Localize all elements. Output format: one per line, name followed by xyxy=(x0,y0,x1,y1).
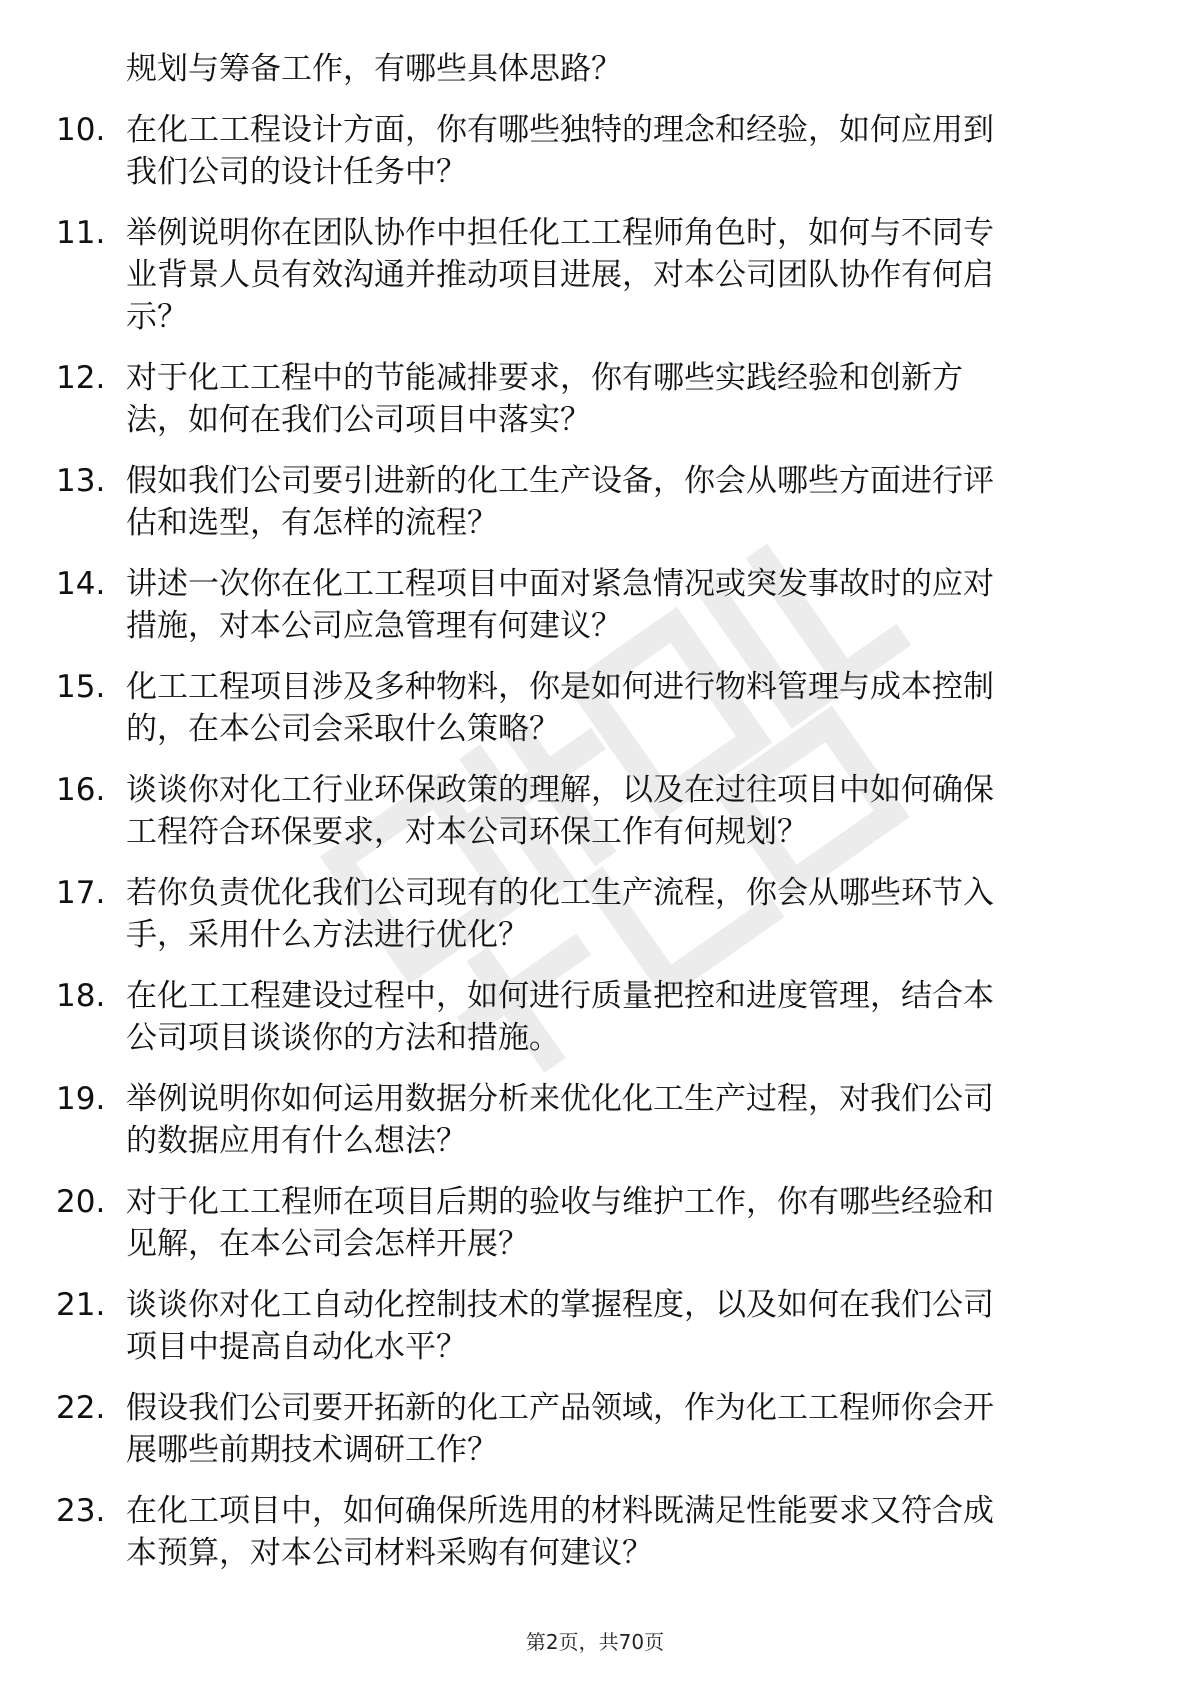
question-number: 18. xyxy=(56,978,106,1014)
question-item-13 xyxy=(0,460,1190,544)
question-number: 23. xyxy=(56,1493,106,1529)
question-item-18 xyxy=(0,975,1190,1059)
question-text-line: 举例说明你如何运用数据分析来优化化工生产过程，对我们公司 xyxy=(126,1081,994,1117)
question-text-line: 对于化工工程中的节能减排要求，你有哪些实践经验和创新方 xyxy=(126,360,963,396)
question-text-line: 法，如何在我们公司项目中落实？ xyxy=(126,402,591,438)
question-text-line: 示？ xyxy=(126,299,188,335)
question-number: 20. xyxy=(56,1184,106,1220)
question-number: 22. xyxy=(56,1390,106,1426)
question-continuation xyxy=(0,48,1190,90)
question-item-10 xyxy=(0,109,1190,193)
question-text-line: 见解，在本公司会怎样开展？ xyxy=(126,1226,529,1262)
question-item-20 xyxy=(0,1181,1190,1265)
question-text-line: 在化工工程建设过程中，如何进行质量把控和进度管理，结合本 xyxy=(126,978,994,1014)
question-item-23 xyxy=(0,1490,1190,1574)
question-text-line: 谈谈你对化工自动化控制技术的掌握程度，以及如何在我们公司 xyxy=(126,1287,994,1323)
question-text-line: 谈谈你对化工行业环保政策的理解，以及在过往项目中如何确保 xyxy=(126,772,994,808)
question-item-16 xyxy=(0,769,1190,853)
question-text-line: 公司项目谈谈你的方法和措施。 xyxy=(126,1020,560,1056)
question-text-line: 的，在本公司会采取什么策略？ xyxy=(126,711,560,747)
question-number: 14. xyxy=(56,566,106,602)
question-text-line: 的数据应用有什么想法？ xyxy=(126,1123,467,1159)
question-item-22 xyxy=(0,1387,1190,1471)
question-text-line: 措施，对本公司应急管理有何建议？ xyxy=(126,608,622,644)
question-text-line: 估和选型，有怎样的流程？ xyxy=(126,505,498,541)
question-text-line: 假如我们公司要引进新的化工生产设备，你会从哪些方面进行评 xyxy=(126,463,994,499)
question-text-line: 工程符合环保要求，对本公司环保工作有何规划？ xyxy=(126,814,808,850)
question-text-line: 业背景人员有效沟通并推动项目进展，对本公司团队协作有何启 xyxy=(126,257,994,293)
question-list xyxy=(0,48,1190,1593)
question-number: 19. xyxy=(56,1081,106,1117)
question-item-14 xyxy=(0,563,1190,647)
question-text-line: 项目中提高自动化水平？ xyxy=(126,1329,467,1365)
question-text-line: 若你负责优化我们公司现有的化工生产流程，你会从哪些环节入 xyxy=(126,875,994,911)
question-text-line: 展哪些前期技术调研工作？ xyxy=(126,1432,498,1468)
question-number: 21. xyxy=(56,1287,106,1323)
question-text-line: 假设我们公司要开拓新的化工产品领域，作为化工工程师你会开 xyxy=(126,1390,994,1426)
question-item-15 xyxy=(0,666,1190,750)
question-text-line: 我们公司的设计任务中？ xyxy=(126,154,467,190)
question-number: 11. xyxy=(56,215,106,251)
question-text-line: 讲述一次你在化工工程项目中面对紧急情况或突发事故时的应对 xyxy=(126,566,994,602)
question-text-line: 对于化工工程师在项目后期的验收与维护工作，你有哪些经验和 xyxy=(126,1184,994,1220)
question-number: 15. xyxy=(56,669,106,705)
question-number: 13. xyxy=(56,463,106,499)
question-text-line: 手，采用什么方法进行优化？ xyxy=(126,917,529,953)
question-text-line: 本预算，对本公司材料采购有何建议？ xyxy=(126,1535,653,1571)
question-text-line: 化工工程项目涉及多种物料，你是如何进行物料管理与成本控制 xyxy=(126,669,994,705)
question-item-12 xyxy=(0,357,1190,441)
question-number: 10. xyxy=(56,112,106,148)
question-item-17 xyxy=(0,872,1190,956)
question-text-line: 规划与筹备工作，有哪些具体思路？ xyxy=(126,51,622,87)
question-item-19 xyxy=(0,1078,1190,1162)
question-text-line: 在化工工程设计方面，你有哪些独特的理念和经验，如何应用到 xyxy=(126,112,994,148)
question-number: 16. xyxy=(56,772,106,808)
question-text-line: 举例说明你在团队协作中担任化工工程师角色时，如何与不同专 xyxy=(126,215,994,251)
question-item-21 xyxy=(0,1284,1190,1368)
question-number: 17. xyxy=(56,875,106,911)
question-number: 12. xyxy=(56,360,106,396)
page-number-footer: 第2页，共70页 xyxy=(525,1630,665,1654)
question-item-11 xyxy=(0,212,1190,338)
question-text-line: 在化工项目中，如何确保所选用的材料既满足性能要求又符合成 xyxy=(126,1493,994,1529)
